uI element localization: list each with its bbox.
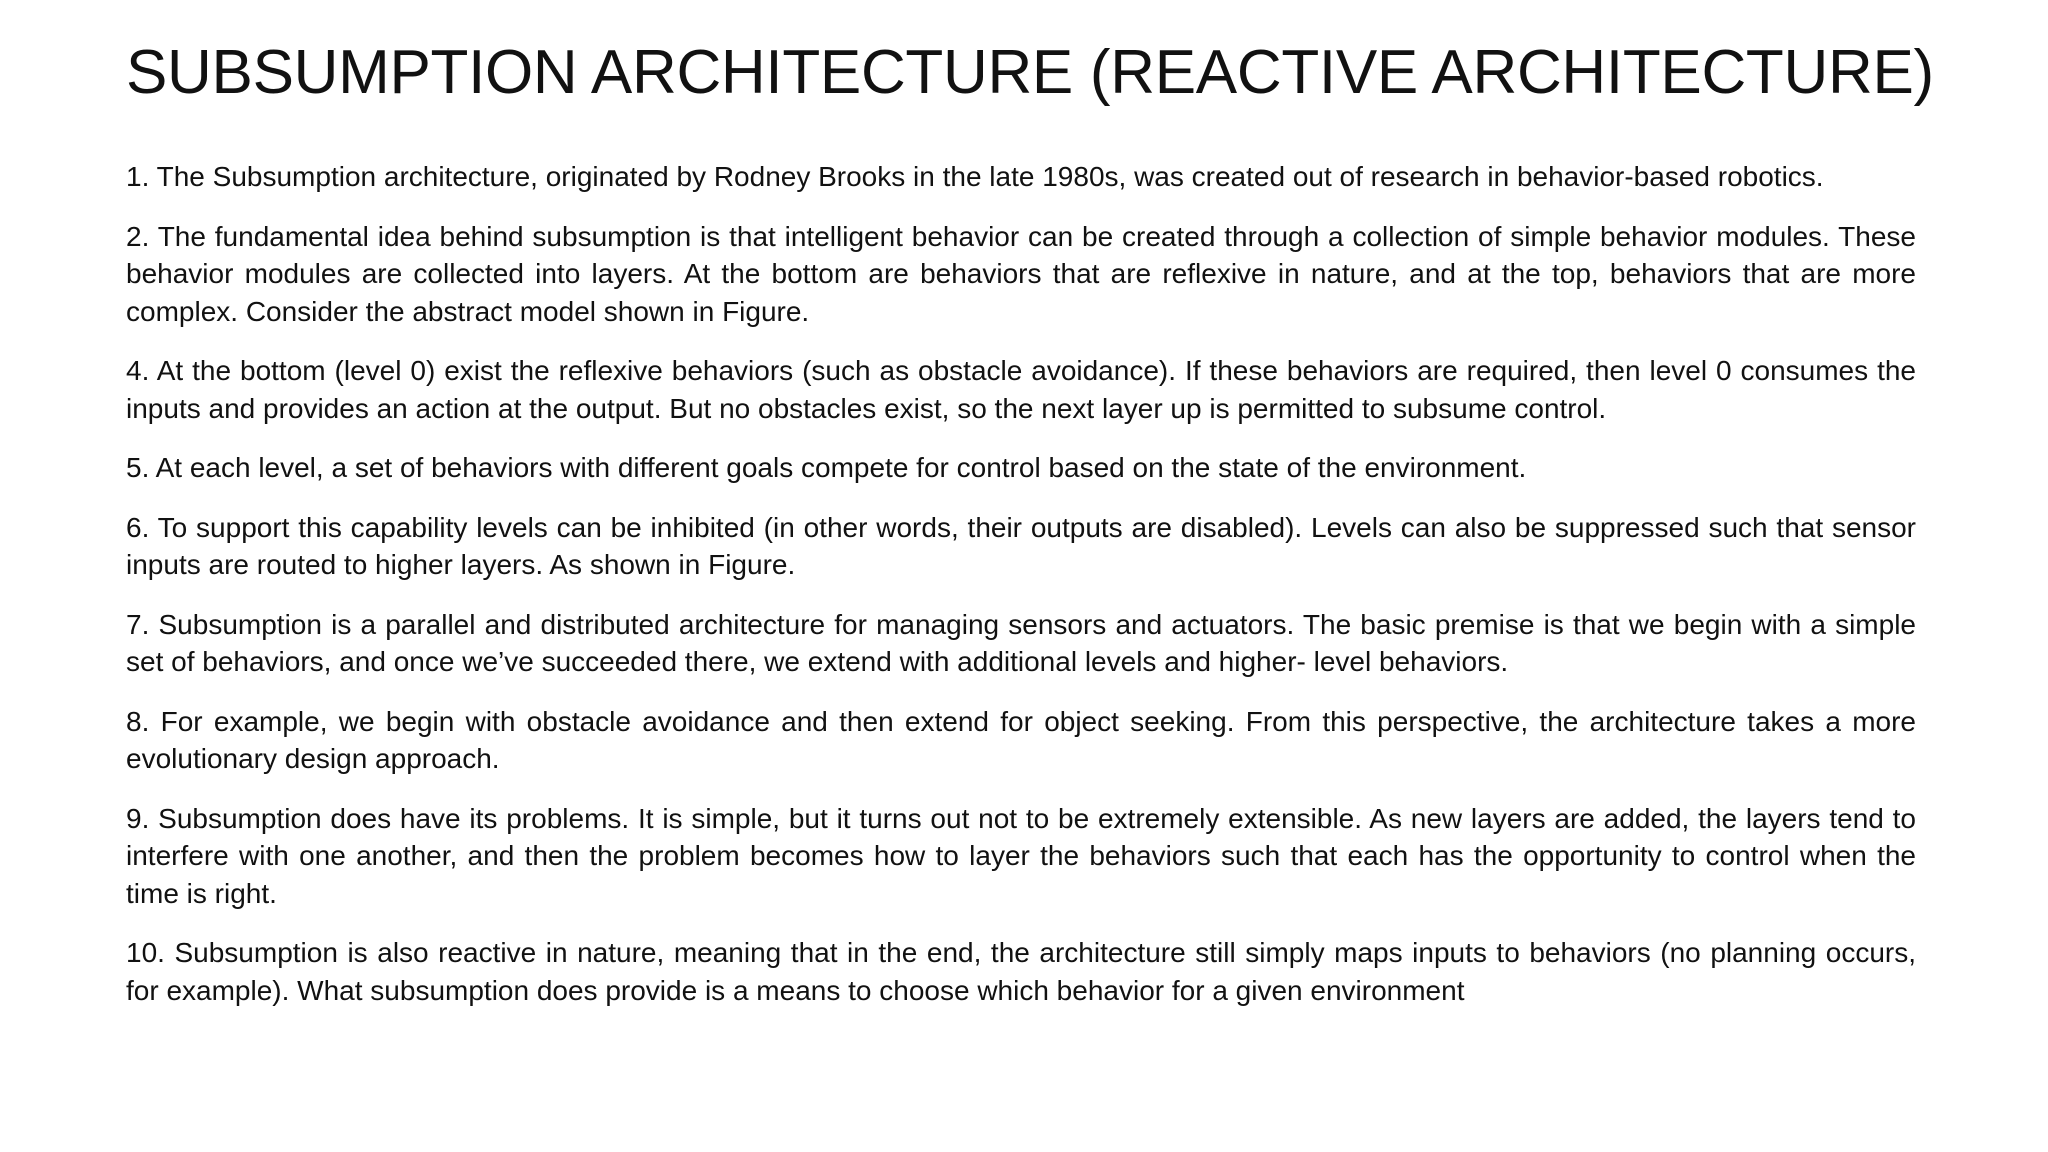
paragraph-1: 1. The Subsumption architecture, originated by Rodney Brooks in the late 1980s, was created out of research in behavior-based robotics. bbox=[126, 161, 1824, 192]
paragraph-8: 8. For example, we begin with obstacle avoidance and then extend for object seeking. From this perspective, the architecture takes a more evolutionary design approach. bbox=[126, 705, 1916, 774]
paragraph-7: 7. Subsumption is a parallel and distributed architecture for managing sensors and actuators. The basic premise is that we begin with a simple set of behaviors, and once we’ve succeeded there, we extend with additional levels and higher- level behaviors. bbox=[126, 608, 1916, 677]
paragraph-2: 2. The fundamental idea behind subsumption is that intelligent behavior can be created through a collection of simple behavior modules. These behavior modules are collected into layers. At the bottom are behaviors that are reflexive in nature, and at the top, behaviors that are more complex. Consider the abstract model shown in Figure. bbox=[126, 220, 1916, 327]
slide-title: SUBSUMPTION ARCHITECTURE (REACTIVE ARCHITECTURE) bbox=[126, 38, 1934, 107]
slide-body bbox=[126, 158, 1916, 1031]
paragraph-5: 5. At each level, a set of behaviors with different goals compete for control based on the state of the environment. bbox=[126, 452, 1527, 483]
paragraph-4: 4. At the bottom (level 0) exist the reflexive behaviors (such as obstacle avoidance). If these behaviors are required, then level 0 consumes the inputs and provides an action at the output. But no obstacles exist, so the next layer up is permitted to subsume control. bbox=[126, 355, 1916, 424]
paragraph-10: 10. Subsumption is also reactive in nature, meaning that in the end, the architecture still simply maps inputs to behaviors (no planning occurs, for example). What subsumption does provide is a means to choose which behavior for a given environment bbox=[126, 937, 1916, 1006]
paragraph-6: 6. To support this capability levels can be inhibited (in other words, their outputs are disabled). Levels can also be suppressed such that sensor inputs are routed to higher layers. As shown in Figure. bbox=[126, 511, 1916, 580]
paragraph-9: 9. Subsumption does have its problems. It is simple, but it turns out not to be extremely extensible. As new layers are added, the layers tend to interfere with one another, and then the problem becomes how to layer the behaviors such that each has the opportunity to control when the time is right. bbox=[126, 802, 1916, 909]
